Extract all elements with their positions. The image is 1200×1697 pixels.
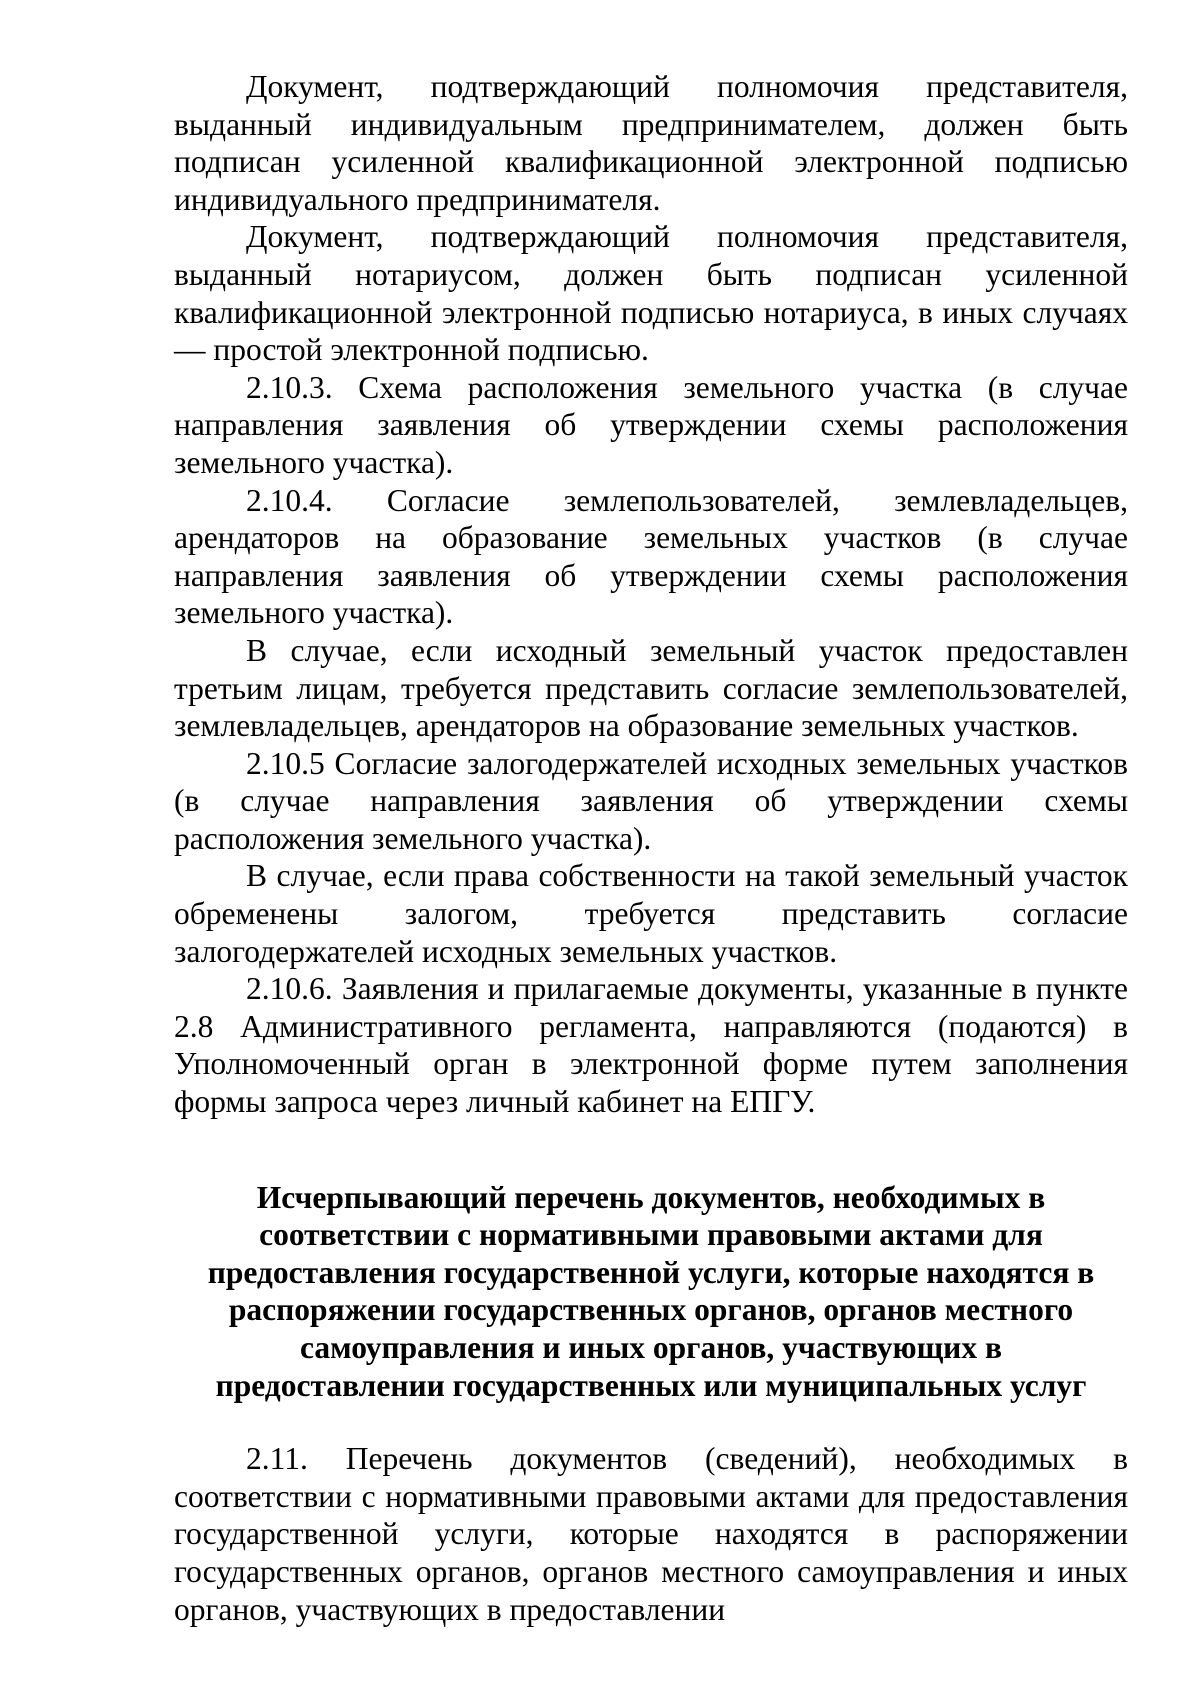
paragraph-representative-ip: Документ, подтверждающий полномочия представителя, выданный индивидуальным предпринимателем, должен быть подписан усиленной квалификационной электронной подписью индивидуального предпринимателя.	[174, 69, 1128, 217]
paragraph-2-10-3: 2.10.3. Схема расположения земельного участка (в случае направления заявления об утверждении схемы расположения земельного участка).	[174, 369, 1128, 480]
paragraph-2-10-6: 2.10.6. Заявления и прилагаемые документы, указанные в пункте 2.8 Административного регламента, направляются (подаются) в Уполномоченный орган в электронной форме путем заполнения формы запроса через личный кабинет на ЕПГУ.	[174, 971, 1128, 1120]
paragraph-representative-notary: Документ, подтверждающий полномочия представителя, выданный нотариусом, должен быть подписан усиленной квалификационной электронной подписью нотариуса, в иных случаях — простой электронной подписью.	[174, 219, 1128, 368]
paragraph-2-10-4: 2.10.4. Согласие землепользователей, землевладельцев, арендаторов на образование земельных участков (в случае направления заявления об утверждении схемы расположения земельного участка).	[174, 482, 1128, 631]
paragraph-2-10-5: 2.10.5 Согласие залогодержателей исходных земельных участков (в случае направления заявления об утверждении схемы расположения земельного участка).	[174, 745, 1128, 856]
document-page	[174, 68, 1128, 1628]
paragraph-2-11: 2.11. Перечень документов (сведений), необходимых в соответствии с нормативными правовыми актами для предоставления государственной услуги, которые находятся в распоряжении государственных органов, органов местного самоуправления и иных органов, участвующих в предоставлении	[174, 1441, 1128, 1627]
section-heading: Исчерпывающий перечень документов, необходимых в соответствии с нормативными правовыми актами для предоставления государственной услуги, которые находятся в распоряжении государственных органов, органов местного самоуправления и иных органов, участвующих в предоставлении государственных или муниципальных услуг	[207, 1179, 1095, 1403]
paragraph-third-parties-consent: В случае, если исходный земельный участок предоставлен третьим лицам, требуется представить согласие землепользователей, землевладельцев, арендаторов на образование земельных участков.	[174, 632, 1128, 744]
paragraph-pledge-consent: В случае, если права собственности на такой земельный участок обременены залогом, требуется представить согласие залогодержателей исходных земельных участков.	[174, 858, 1128, 969]
